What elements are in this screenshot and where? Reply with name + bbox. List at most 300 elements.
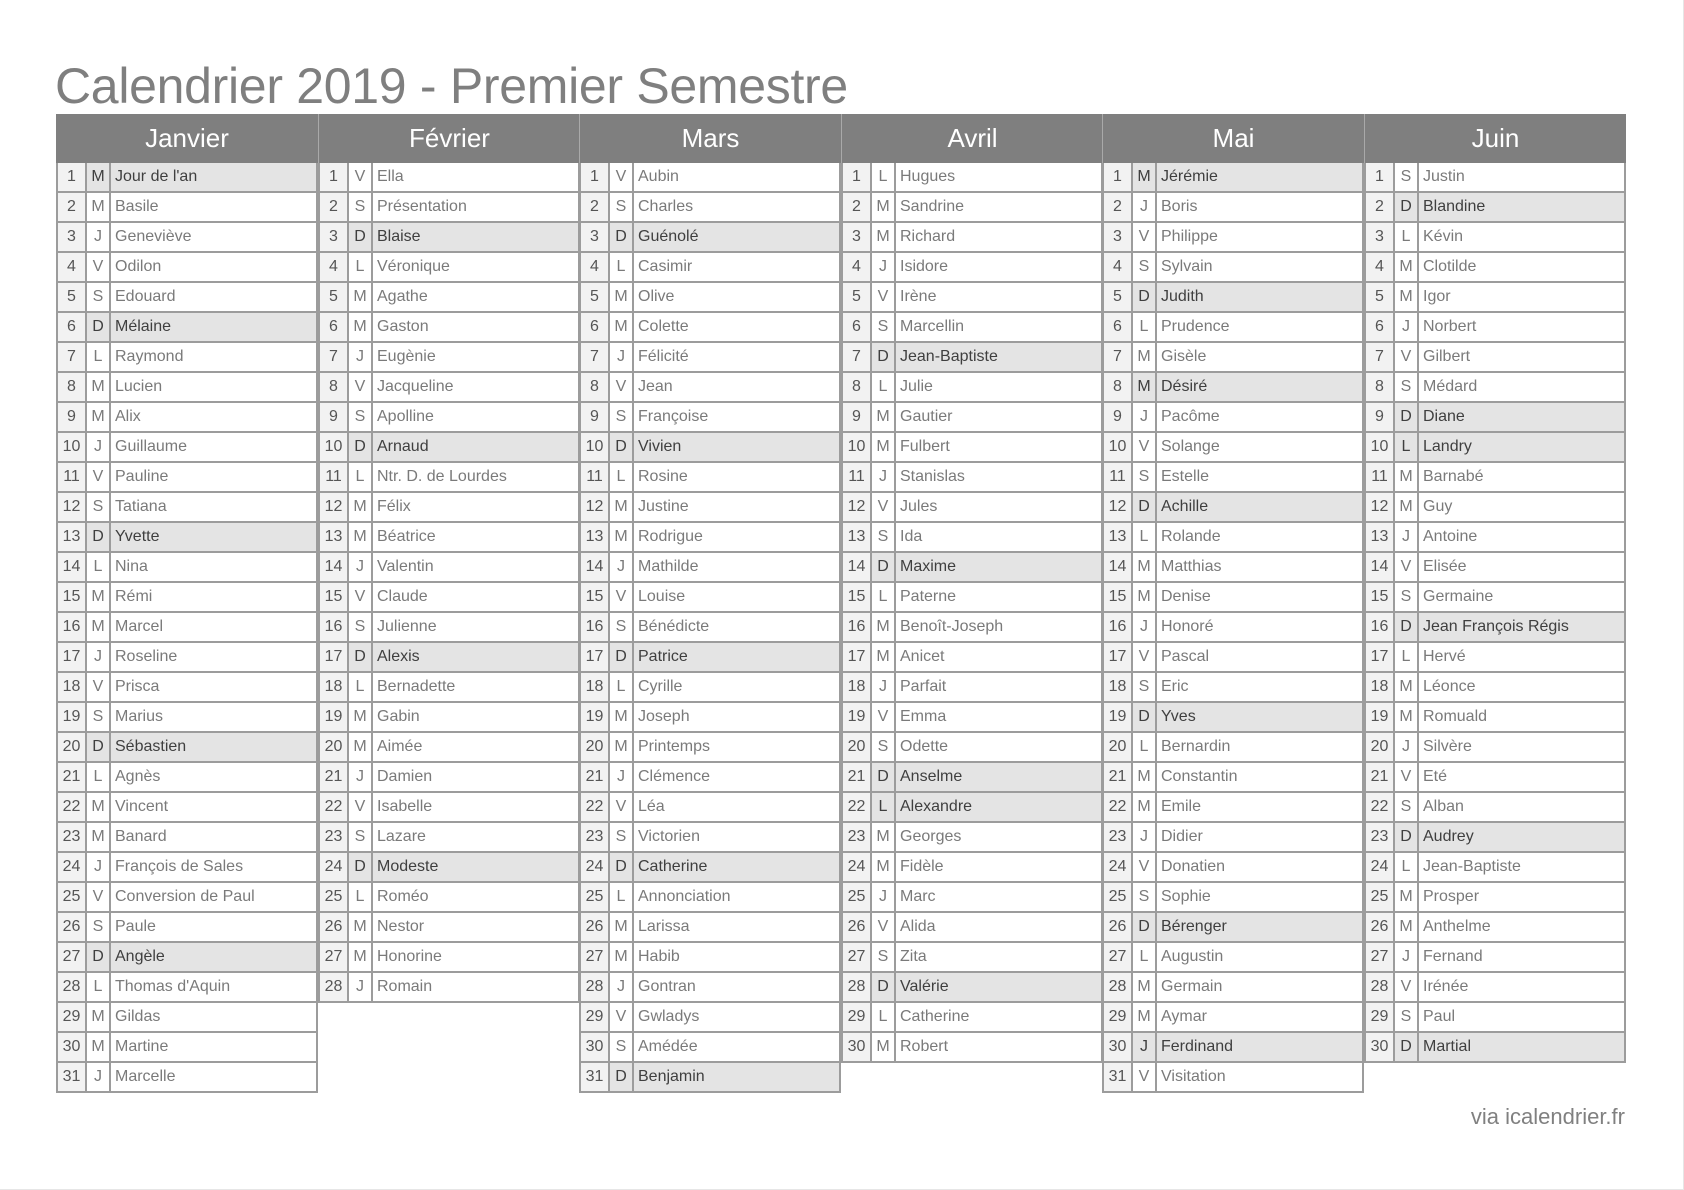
saint-name: Irène [896, 283, 1101, 311]
weekday-letter: L [872, 793, 896, 821]
saint-name: Ferdinand [1157, 1033, 1362, 1061]
weekday-letter: V [349, 793, 373, 821]
weekday-letter: J [1133, 823, 1157, 851]
weekday-letter: D [1133, 283, 1157, 311]
day-row [1364, 343, 1626, 373]
day-row [56, 253, 318, 283]
saint-name: Cyrille [634, 673, 839, 701]
day-number: 12 [581, 493, 610, 521]
weekday-letter: M [872, 223, 896, 251]
day-row [1102, 673, 1364, 703]
weekday-letter: M [1133, 763, 1157, 791]
weekday-letter: V [1395, 763, 1419, 791]
day-number: 15 [320, 583, 349, 611]
weekday-letter: M [872, 853, 896, 881]
weekday-letter: J [1133, 613, 1157, 641]
day-row [1364, 643, 1626, 673]
day-number: 25 [1104, 883, 1133, 911]
day-rows [1364, 163, 1626, 1063]
saint-name: Geneviève [111, 223, 316, 251]
day-row [1102, 193, 1364, 223]
saint-name: Larissa [634, 913, 839, 941]
day-row-highlighted [1102, 703, 1364, 733]
saint-name: Germain [1157, 973, 1362, 1001]
saint-name: Pauline [111, 463, 316, 491]
saint-name: Charles [634, 193, 839, 221]
weekday-letter: S [1133, 673, 1157, 701]
saint-name: Sandrine [896, 193, 1101, 221]
weekday-letter: L [349, 253, 373, 281]
weekday-letter: L [1133, 733, 1157, 761]
weekday-letter: D [610, 1063, 634, 1091]
day-number: 20 [320, 733, 349, 761]
saint-name: Odette [896, 733, 1101, 761]
weekday-letter: L [610, 253, 634, 281]
day-row-highlighted [1102, 1033, 1364, 1063]
saint-name: Banard [111, 823, 316, 851]
day-number: 19 [58, 703, 87, 731]
day-row [56, 493, 318, 523]
day-row [579, 163, 841, 193]
weekday-letter: D [1133, 703, 1157, 731]
weekday-letter: J [872, 673, 896, 701]
saint-name: Eté [1419, 763, 1624, 791]
day-number: 30 [58, 1033, 87, 1061]
month-header: Février [318, 114, 580, 163]
day-number: 9 [58, 403, 87, 431]
saint-name: Boris [1157, 193, 1362, 221]
weekday-letter: S [349, 823, 373, 851]
saint-name: Paterne [896, 583, 1101, 611]
day-row [1364, 973, 1626, 1003]
weekday-letter: D [1133, 493, 1157, 521]
saint-name: Casimir [634, 253, 839, 281]
day-number: 13 [1104, 523, 1133, 551]
day-number: 31 [1104, 1063, 1133, 1091]
day-row [56, 553, 318, 583]
saint-name: Jérémie [1157, 163, 1362, 191]
day-row [579, 733, 841, 763]
day-number: 11 [1366, 463, 1395, 491]
saint-name: Denise [1157, 583, 1362, 611]
saint-name: Sylvain [1157, 253, 1362, 281]
day-number: 19 [320, 703, 349, 731]
day-row [56, 703, 318, 733]
weekday-letter: V [1133, 853, 1157, 881]
saint-name: Claude [373, 583, 578, 611]
day-number: 25 [1366, 883, 1395, 911]
weekday-letter: M [87, 193, 111, 221]
day-row [579, 1033, 841, 1063]
day-row [56, 823, 318, 853]
weekday-letter: S [1395, 373, 1419, 401]
weekday-letter: D [1133, 913, 1157, 941]
day-row [1364, 313, 1626, 343]
day-number: 24 [843, 853, 872, 881]
day-number: 15 [1104, 583, 1133, 611]
weekday-letter: L [610, 883, 634, 911]
day-row [1102, 433, 1364, 463]
day-number: 1 [1366, 163, 1395, 191]
weekday-letter: M [1395, 493, 1419, 521]
day-number: 2 [320, 193, 349, 221]
day-number: 10 [1366, 433, 1395, 461]
month-column [318, 114, 580, 1003]
weekday-letter: V [87, 253, 111, 281]
day-row [579, 373, 841, 403]
day-number: 14 [1366, 553, 1395, 581]
day-number: 28 [581, 973, 610, 1001]
saint-name: Landry [1419, 433, 1624, 461]
weekday-letter: M [1395, 913, 1419, 941]
day-row-highlighted [579, 853, 841, 883]
saint-name: Visitation [1157, 1063, 1362, 1091]
weekday-letter: M [610, 703, 634, 731]
weekday-letter: D [1395, 403, 1419, 431]
weekday-letter: M [1133, 973, 1157, 1001]
day-rows [841, 163, 1103, 1063]
saint-name: Elisée [1419, 553, 1624, 581]
day-number: 26 [843, 913, 872, 941]
day-number: 24 [320, 853, 349, 881]
day-row-highlighted [1102, 283, 1364, 313]
day-row-highlighted [1102, 163, 1364, 193]
day-number: 18 [581, 673, 610, 701]
day-number: 15 [581, 583, 610, 611]
saint-name: Véronique [373, 253, 578, 281]
weekday-letter: L [1395, 223, 1419, 251]
saint-name: Bénédicte [634, 613, 839, 641]
weekday-letter: J [349, 343, 373, 371]
day-number: 21 [1104, 763, 1133, 791]
weekday-letter: V [87, 463, 111, 491]
day-row [579, 343, 841, 373]
weekday-letter: V [1133, 223, 1157, 251]
saint-name: Roseline [111, 643, 316, 671]
day-row [579, 943, 841, 973]
day-row [1102, 613, 1364, 643]
weekday-letter: J [610, 763, 634, 791]
day-number: 6 [581, 313, 610, 341]
saint-name: Jean-Baptiste [1419, 853, 1624, 881]
weekday-letter: J [87, 223, 111, 251]
saint-name: Bernardin [1157, 733, 1362, 761]
saint-name: Alban [1419, 793, 1624, 821]
saint-name: Fernand [1419, 943, 1624, 971]
weekday-letter: V [1133, 643, 1157, 671]
day-number: 20 [58, 733, 87, 761]
saint-name: Amédée [634, 1033, 839, 1061]
day-number: 17 [581, 643, 610, 671]
weekday-letter: S [349, 193, 373, 221]
weekday-letter: D [349, 433, 373, 461]
day-number: 20 [581, 733, 610, 761]
day-number: 16 [1366, 613, 1395, 641]
day-row [318, 313, 580, 343]
day-row [841, 373, 1103, 403]
weekday-letter: L [87, 553, 111, 581]
day-row [1102, 733, 1364, 763]
day-number: 9 [843, 403, 872, 431]
saint-name: Olive [634, 283, 839, 311]
day-row [318, 943, 580, 973]
saint-name: Gautier [896, 403, 1101, 431]
saint-name: Agnès [111, 763, 316, 791]
saint-name: Silvère [1419, 733, 1624, 761]
day-row [1364, 553, 1626, 583]
weekday-letter: J [1395, 523, 1419, 551]
weekday-letter: J [610, 973, 634, 1001]
weekday-letter: D [1395, 823, 1419, 851]
weekday-letter: M [349, 703, 373, 731]
weekday-letter: M [1133, 793, 1157, 821]
day-number: 4 [1366, 253, 1395, 281]
weekday-letter: D [349, 223, 373, 251]
day-number: 23 [320, 823, 349, 851]
day-row [579, 523, 841, 553]
saint-name: Pascal [1157, 643, 1362, 671]
day-number: 9 [320, 403, 349, 431]
day-row [841, 853, 1103, 883]
day-number: 8 [581, 373, 610, 401]
weekday-letter: L [872, 1003, 896, 1031]
day-number: 18 [320, 673, 349, 701]
day-number: 28 [843, 973, 872, 1001]
day-number: 28 [58, 973, 87, 1001]
saint-name: Romain [373, 973, 578, 1001]
day-rows [318, 163, 580, 1003]
weekday-letter: D [610, 853, 634, 881]
saint-name: Yvette [111, 523, 316, 551]
day-row [56, 283, 318, 313]
day-row-highlighted [318, 223, 580, 253]
saint-name: Jour de l'an [111, 163, 316, 191]
weekday-letter: D [610, 433, 634, 461]
day-row [1364, 853, 1626, 883]
month-header: Juin [1364, 114, 1626, 163]
day-row [318, 463, 580, 493]
day-row [841, 643, 1103, 673]
day-number: 12 [58, 493, 87, 521]
saint-name: Zita [896, 943, 1101, 971]
day-number: 27 [843, 943, 872, 971]
day-number: 3 [58, 223, 87, 251]
day-row [841, 193, 1103, 223]
saint-name: Julienne [373, 613, 578, 641]
weekday-letter: D [349, 643, 373, 671]
weekday-letter: J [1133, 193, 1157, 221]
saint-name: Richard [896, 223, 1101, 251]
saint-name: Mélaine [111, 313, 316, 341]
day-number: 22 [1366, 793, 1395, 821]
saint-name: Marcelle [111, 1063, 316, 1091]
day-row [1364, 493, 1626, 523]
weekday-letter: J [1133, 403, 1157, 431]
day-number: 2 [843, 193, 872, 221]
day-number: 20 [843, 733, 872, 761]
day-rows [1102, 163, 1364, 1093]
saint-name: Yves [1157, 703, 1362, 731]
day-row [579, 973, 841, 1003]
weekday-letter: M [87, 583, 111, 611]
weekday-letter: V [610, 583, 634, 611]
saint-name: Prudence [1157, 313, 1362, 341]
saint-name: Anicet [896, 643, 1101, 671]
weekday-letter: M [349, 913, 373, 941]
day-row [841, 523, 1103, 553]
day-number: 11 [843, 463, 872, 491]
saint-name: Modeste [373, 853, 578, 881]
day-number: 21 [320, 763, 349, 791]
saint-name: Norbert [1419, 313, 1624, 341]
weekday-letter: M [872, 403, 896, 431]
saint-name: Matthias [1157, 553, 1362, 581]
day-number: 29 [1104, 1003, 1133, 1031]
day-number: 25 [581, 883, 610, 911]
day-row-highlighted [1364, 403, 1626, 433]
day-row [841, 913, 1103, 943]
weekday-letter: M [1133, 583, 1157, 611]
weekday-letter: J [872, 463, 896, 491]
saint-name: Alida [896, 913, 1101, 941]
day-row [56, 1003, 318, 1033]
day-number: 4 [843, 253, 872, 281]
weekday-letter: J [1395, 733, 1419, 761]
day-row-highlighted [841, 973, 1103, 1003]
weekday-letter: S [87, 703, 111, 731]
saint-name: Damien [373, 763, 578, 791]
saint-name: Clotilde [1419, 253, 1624, 281]
saint-name: Aimée [373, 733, 578, 761]
month-header: Mars [579, 114, 841, 163]
day-row [1102, 313, 1364, 343]
day-row [841, 283, 1103, 313]
day-row [1102, 823, 1364, 853]
day-number: 22 [320, 793, 349, 821]
day-number: 8 [1104, 373, 1133, 401]
saint-name: Nestor [373, 913, 578, 941]
weekday-letter: S [610, 403, 634, 431]
day-row [56, 643, 318, 673]
day-row [579, 313, 841, 343]
saint-name: Félicité [634, 343, 839, 371]
day-row [579, 883, 841, 913]
day-number: 18 [1366, 673, 1395, 701]
day-number: 7 [320, 343, 349, 371]
weekday-letter: M [87, 163, 111, 191]
weekday-letter: J [349, 763, 373, 791]
day-number: 6 [843, 313, 872, 341]
day-number: 27 [320, 943, 349, 971]
day-number: 25 [843, 883, 872, 911]
month-header: Janvier [56, 114, 318, 163]
saint-name: Fulbert [896, 433, 1101, 461]
day-row [1364, 793, 1626, 823]
month-column [1102, 114, 1364, 1093]
weekday-letter: S [1395, 583, 1419, 611]
day-number: 7 [1366, 343, 1395, 371]
day-row [841, 433, 1103, 463]
day-number: 13 [320, 523, 349, 551]
weekday-letter: S [610, 1033, 634, 1061]
day-number: 4 [581, 253, 610, 281]
day-number: 2 [58, 193, 87, 221]
weekday-letter: L [87, 343, 111, 371]
day-row [1102, 553, 1364, 583]
weekday-letter: M [87, 373, 111, 401]
month-column [1364, 114, 1626, 1063]
day-row [56, 583, 318, 613]
day-row [318, 793, 580, 823]
day-row-highlighted [56, 523, 318, 553]
day-number: 18 [843, 673, 872, 701]
saint-name: Donatien [1157, 853, 1362, 881]
day-number: 5 [1104, 283, 1133, 311]
day-row [318, 253, 580, 283]
weekday-letter: M [1395, 253, 1419, 281]
weekday-letter: V [872, 703, 896, 731]
day-row [318, 553, 580, 583]
weekday-letter: M [872, 193, 896, 221]
day-number: 23 [1366, 823, 1395, 851]
day-row-highlighted [841, 793, 1103, 823]
day-number: 17 [1366, 643, 1395, 671]
day-number: 1 [843, 163, 872, 191]
saint-name: Germaine [1419, 583, 1624, 611]
day-number: 9 [1366, 403, 1395, 431]
day-row [1364, 523, 1626, 553]
saint-name: Alix [111, 403, 316, 431]
month-column [579, 114, 841, 1093]
weekday-letter: D [87, 313, 111, 341]
saint-name: Valérie [896, 973, 1101, 1001]
day-row [318, 613, 580, 643]
saint-name: Marcel [111, 613, 316, 641]
day-row [841, 253, 1103, 283]
weekday-letter: V [1133, 1063, 1157, 1091]
day-row [1102, 883, 1364, 913]
saint-name: Antoine [1419, 523, 1624, 551]
day-number: 24 [1366, 853, 1395, 881]
day-number: 17 [58, 643, 87, 671]
weekday-letter: S [87, 493, 111, 521]
day-row [318, 823, 580, 853]
day-row [579, 463, 841, 493]
day-row [56, 613, 318, 643]
day-number: 27 [1104, 943, 1133, 971]
weekday-letter: D [1395, 1033, 1419, 1061]
weekday-letter: L [1395, 853, 1419, 881]
day-row [841, 463, 1103, 493]
day-number: 11 [1104, 463, 1133, 491]
day-number: 8 [843, 373, 872, 401]
saint-name: Emile [1157, 793, 1362, 821]
day-row [579, 283, 841, 313]
day-number: 27 [58, 943, 87, 971]
day-row [1102, 793, 1364, 823]
day-number: 17 [843, 643, 872, 671]
saint-name: Mathilde [634, 553, 839, 581]
day-number: 10 [581, 433, 610, 461]
day-number: 22 [1104, 793, 1133, 821]
day-number: 5 [58, 283, 87, 311]
day-row [56, 763, 318, 793]
weekday-letter: M [872, 433, 896, 461]
day-number: 7 [1104, 343, 1133, 371]
day-number: 23 [58, 823, 87, 851]
saint-name: Pacôme [1157, 403, 1362, 431]
day-number: 15 [58, 583, 87, 611]
